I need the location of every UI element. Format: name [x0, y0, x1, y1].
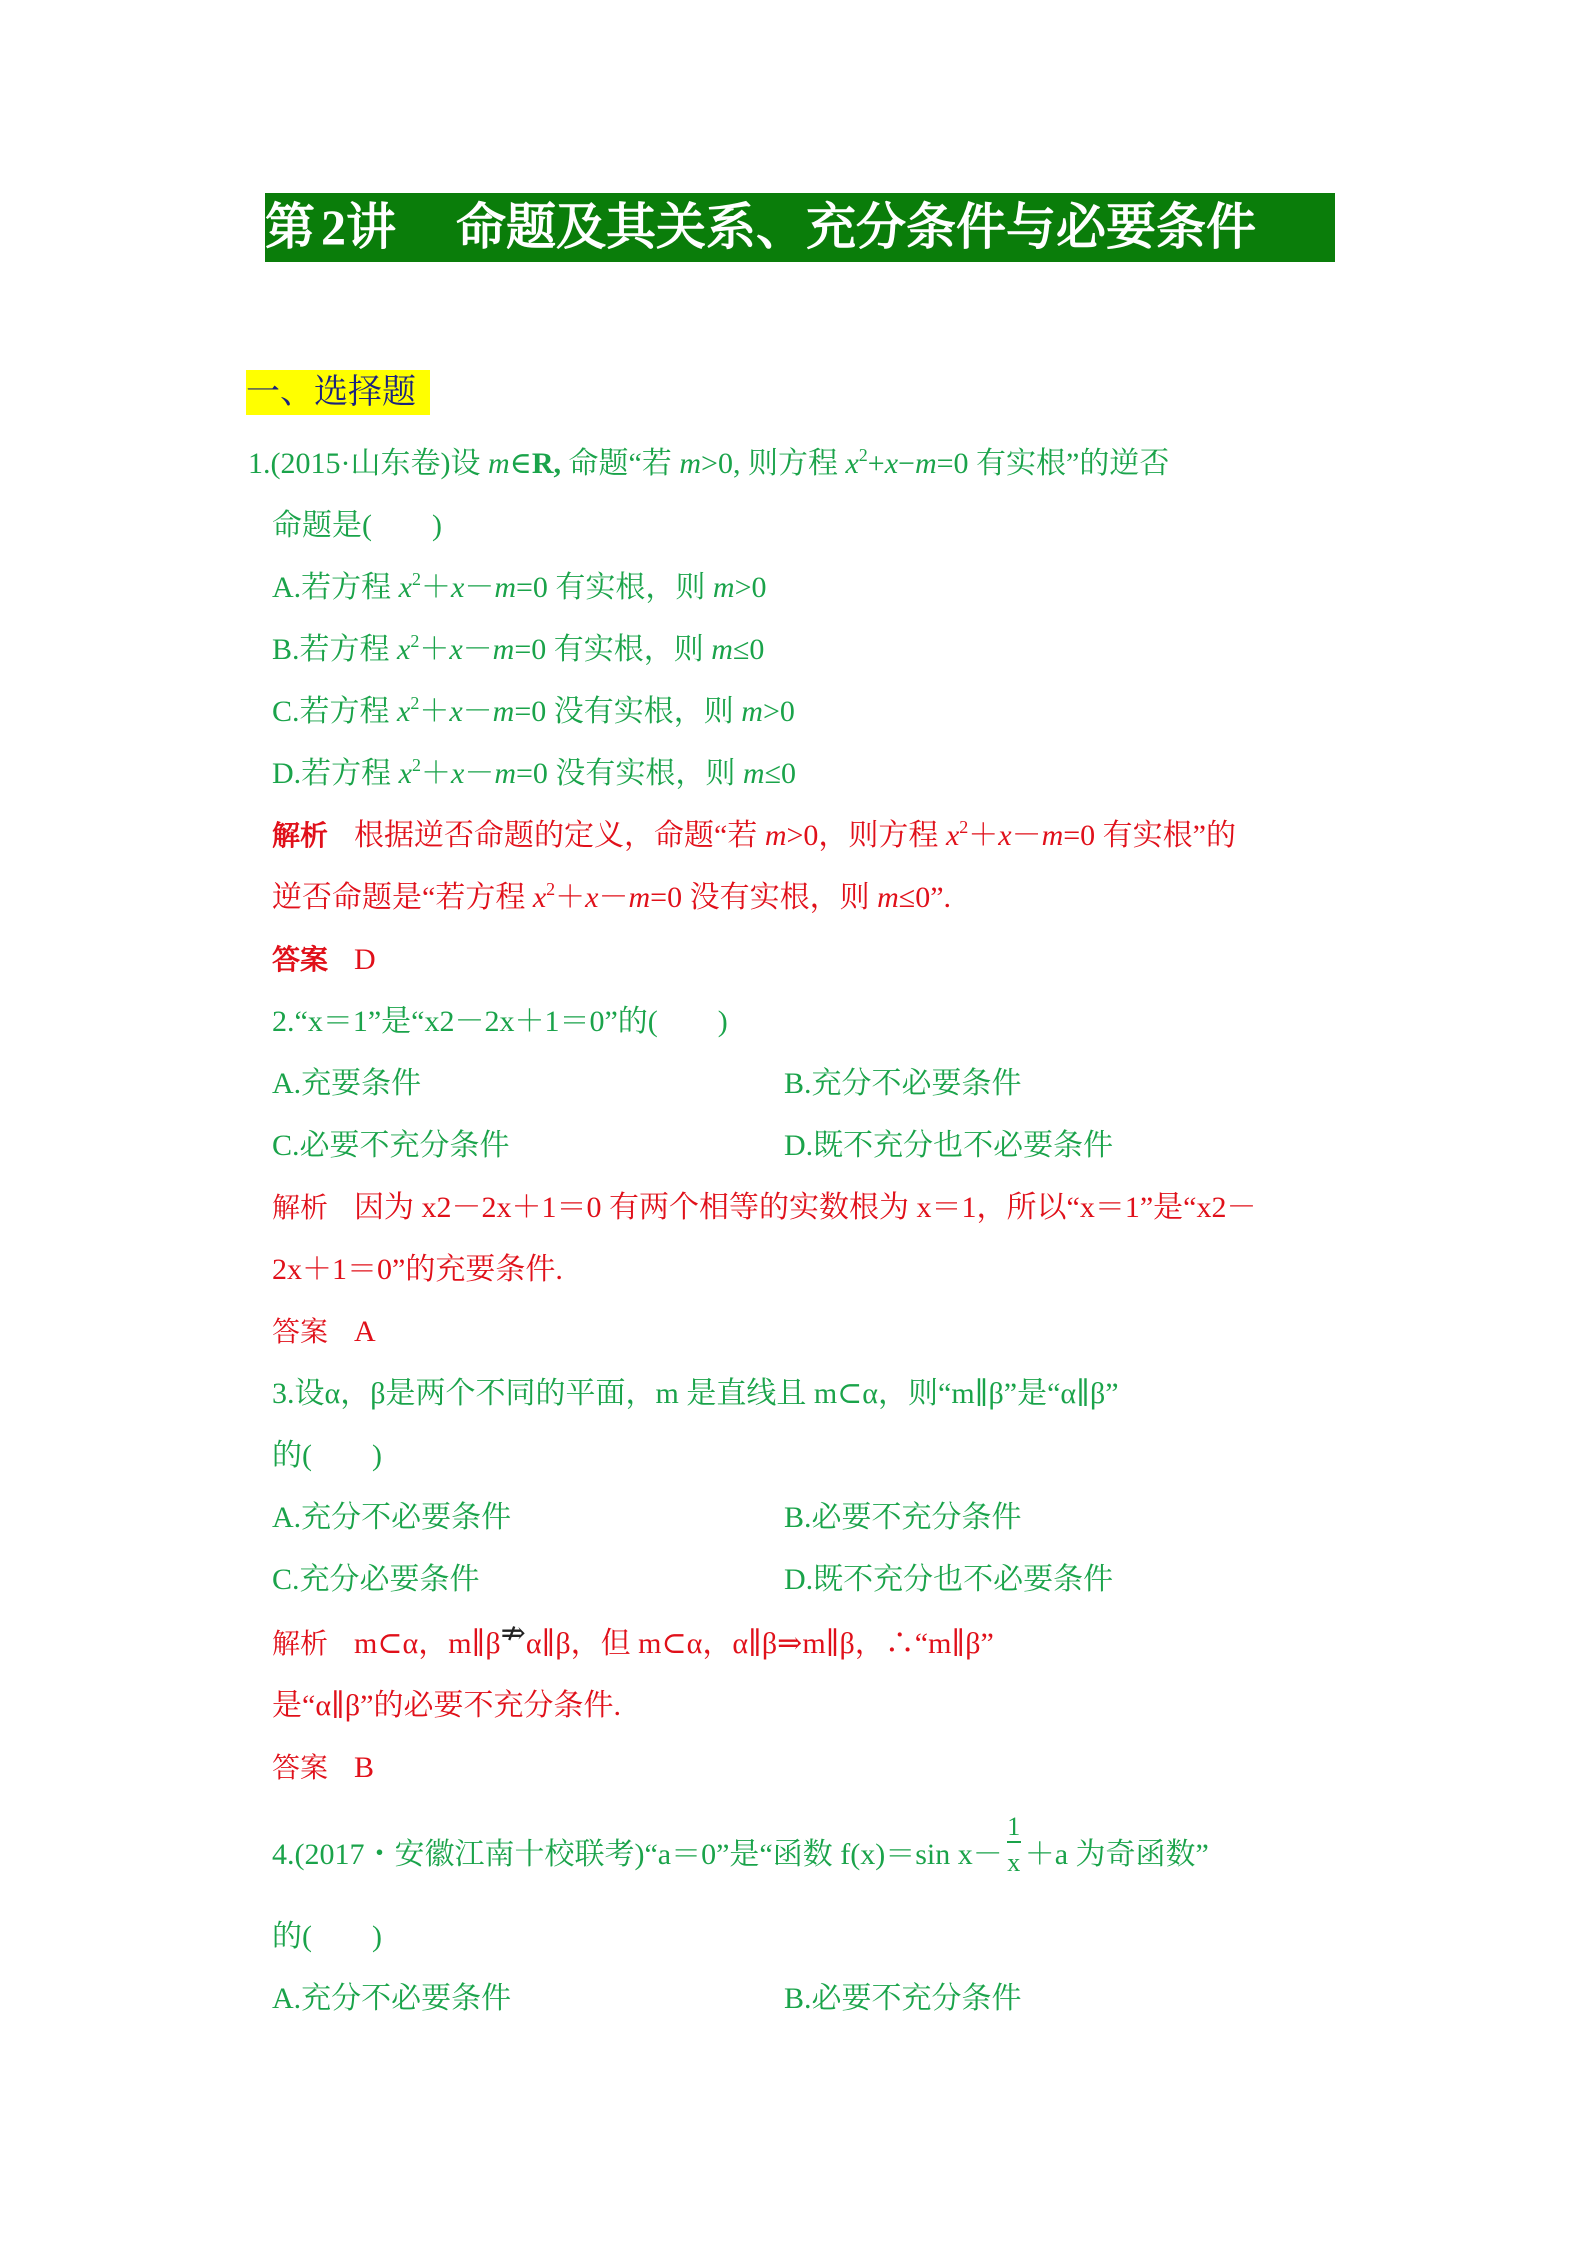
- var-m: m: [492, 633, 515, 666]
- var-x: x: [884, 447, 899, 480]
- var-m: m: [741, 695, 763, 728]
- option-text: 既不充分也不必要条件: [813, 1563, 1114, 1596]
- var-m: m: [742, 757, 765, 790]
- q3-analysis-line2: 是“α∥β”的必要不充分条件.: [272, 1689, 621, 1722]
- q4-option-b: [784, 1979, 1022, 2019]
- text: －: [598, 881, 629, 914]
- q4-options-row1: [272, 1979, 1022, 2019]
- q1-stem-line1: [248, 444, 1169, 484]
- option-text: 必要不充分条件: [811, 1501, 1022, 1534]
- q3-stem-line1: 3.设α，β是两个不同的平面，m 是直线且 m⊂α，则“m∥β”是“α∥β”: [272, 1377, 1119, 1410]
- q3-analysis-line1: [272, 1617, 994, 1664]
- option-letter: B.: [784, 1067, 812, 1100]
- text: =0 有实根，则: [516, 571, 713, 604]
- option-text: 既不充分也不必要条件: [813, 1129, 1114, 1162]
- exponent: 2: [412, 755, 421, 775]
- var-m: m: [628, 881, 651, 914]
- analysis-label: 解析: [272, 1191, 329, 1224]
- not-implies-icon: ⇏: [500, 1617, 526, 1650]
- q3-option-b: [784, 1498, 1022, 1538]
- set-R: R,: [531, 447, 562, 480]
- var-m: m: [679, 447, 702, 480]
- analysis-text: α∥β，但 m⊂α，α∥β⇒m∥β，∴“m∥β”: [525, 1627, 994, 1660]
- text: +: [867, 447, 885, 480]
- q1-analysis-line2: [272, 878, 951, 918]
- answer-value: D: [354, 943, 376, 976]
- text: 4.(2017・安徽江南十校联考)“a＝0”是“函数 f(x)＝sin x－: [272, 1838, 1003, 1871]
- var-x: x: [397, 695, 411, 728]
- option-text: 必要不充分条件: [811, 1982, 1022, 2015]
- q2-stem: 2.“x＝1”是“x2－2x＋1＝0”的( ): [272, 1005, 728, 1038]
- var-x: x: [398, 571, 412, 604]
- q4-stem-line2: 的( ): [272, 1920, 382, 1953]
- option-text: 充分不必要条件: [301, 1982, 512, 2015]
- q3-option-d: [784, 1560, 1113, 1600]
- text: −: [898, 447, 915, 480]
- text: ＋: [421, 757, 451, 790]
- option-text: 充分必要条件: [299, 1563, 480, 1596]
- text: －: [464, 757, 495, 790]
- analysis-text: 因为 x2－2x＋1＝0 有两个相等的实数根为 x＝1，所以“x＝1”是“x2－: [354, 1191, 1257, 1224]
- answer-label: 答案: [272, 1751, 329, 1784]
- q3-answer: [272, 1748, 374, 1788]
- text: 若方程: [299, 695, 398, 728]
- text: >0，则方程: [786, 819, 946, 852]
- fraction-denominator: x: [1007, 1848, 1021, 1877]
- text: ＋: [419, 695, 450, 728]
- var-x: x: [585, 881, 599, 914]
- text: 命题“若: [561, 447, 680, 480]
- q2-options-row2: [272, 1126, 1114, 1166]
- var-m: m: [712, 571, 735, 604]
- var-x: x: [449, 695, 463, 728]
- text: 若方程: [299, 633, 398, 666]
- q3-stem-line2: 的( ): [272, 1439, 382, 1472]
- var-m: m: [877, 881, 899, 914]
- q4-stem-line1: [272, 1812, 1209, 1877]
- option-text: 必要不充分条件: [299, 1129, 510, 1162]
- var-x: x: [449, 633, 463, 666]
- var-x: x: [845, 447, 859, 480]
- text: =0 没有实根，则: [650, 881, 878, 914]
- var-x: x: [945, 819, 960, 852]
- var-m: m: [494, 757, 516, 790]
- analysis-text: m⊂α，m∥β: [354, 1627, 501, 1660]
- text: －: [462, 633, 493, 666]
- text: >0: [762, 695, 795, 728]
- option-letter: D.: [784, 1563, 814, 1596]
- var-m: m: [1041, 819, 1064, 852]
- analysis-label: 解析: [272, 819, 329, 852]
- answer-value: B: [354, 1751, 375, 1784]
- title-number: 2: [321, 199, 346, 255]
- title-suffix: 讲: [346, 199, 396, 255]
- q3-option-c: [272, 1563, 480, 1596]
- section-heading: 一、选择题: [246, 370, 430, 415]
- text: 根据逆否命题的定义，命题“若: [354, 819, 765, 852]
- text: 逆否命题是“若方程: [272, 881, 533, 914]
- text: =0 没有实根，则: [516, 757, 743, 790]
- var-x: x: [451, 757, 465, 790]
- q3-options-row1: [272, 1498, 1022, 1538]
- q1-answer: [272, 940, 376, 980]
- q2-answer: [272, 1312, 376, 1352]
- exponent: 2: [410, 631, 420, 651]
- text: 若方程: [301, 757, 399, 790]
- var-m: m: [711, 633, 733, 666]
- text: ＋: [421, 571, 451, 604]
- text: －: [1011, 819, 1042, 852]
- answer-label: 答案: [272, 1315, 329, 1348]
- q3-option-a: [272, 1501, 511, 1534]
- text: >0: [734, 571, 767, 604]
- var-m: m: [492, 695, 515, 728]
- q2-analysis-line1: [272, 1188, 1256, 1228]
- exponent: 2: [412, 569, 421, 589]
- option-letter: A.: [272, 571, 302, 604]
- q1-option-b: [272, 630, 764, 670]
- text: >0, 则方程: [701, 447, 846, 480]
- q2-option-b: [784, 1064, 1022, 1104]
- answer-label: 答案: [272, 943, 329, 976]
- var-x: x: [451, 571, 465, 604]
- q2-option-a: [272, 1067, 421, 1100]
- q1-stem-line2: 命题是( ): [272, 509, 442, 542]
- option-letter: A.: [272, 1067, 302, 1100]
- option-letter: C.: [272, 1563, 300, 1596]
- option-letter: B.: [784, 1982, 812, 2015]
- option-letter: D.: [784, 1129, 814, 1162]
- var-x: x: [398, 757, 412, 790]
- option-letter: B.: [784, 1501, 812, 1534]
- page-title: [265, 193, 1335, 262]
- text: ≤0: [732, 633, 765, 666]
- fraction: [1003, 1812, 1025, 1877]
- text: ＋: [419, 633, 450, 666]
- var-x: x: [397, 633, 411, 666]
- q1-option-c: [272, 692, 795, 732]
- text: =0 没有实根，则: [514, 695, 742, 728]
- q1-option-a: [272, 568, 767, 608]
- q2-option-c: [272, 1129, 510, 1162]
- q3-options-row2: [272, 1560, 1114, 1600]
- exponent: 2: [410, 693, 420, 713]
- q2-analysis-line2: 2x＋1＝0”的充要条件.: [272, 1253, 563, 1286]
- text: =0 有实根”的逆否: [936, 447, 1170, 480]
- var-m: m: [487, 447, 510, 480]
- q2-option-d: [784, 1126, 1113, 1166]
- option-letter: D.: [272, 757, 302, 790]
- text: =0 有实根”的: [1063, 819, 1236, 852]
- text: ＋: [555, 881, 586, 914]
- option-letter: A.: [272, 1982, 302, 2015]
- text: ≤0: [764, 757, 797, 790]
- q1-option-d: [272, 754, 796, 794]
- fraction-numerator: 1: [1007, 1812, 1021, 1841]
- text: －: [462, 695, 493, 728]
- text: 1.(2015·山东卷)设: [248, 447, 488, 480]
- var-m: m: [764, 819, 787, 852]
- q4-option-a: [272, 1982, 511, 2015]
- text: ≤0”.: [898, 881, 952, 914]
- exponent: 2: [858, 445, 868, 465]
- text: ＋: [968, 819, 999, 852]
- option-text: 充分不必要条件: [811, 1067, 1022, 1100]
- option-text: 充分不必要条件: [301, 1501, 512, 1534]
- text: 若方程: [301, 571, 399, 604]
- q1-analysis-line1: [272, 816, 1236, 856]
- var-m: m: [914, 447, 937, 480]
- var-x: x: [998, 819, 1012, 852]
- option-letter: C.: [272, 695, 300, 728]
- option-letter: B.: [272, 633, 300, 666]
- analysis-label: 解析: [272, 1627, 329, 1660]
- text: =0 有实根，则: [514, 633, 712, 666]
- option-letter: A.: [272, 1501, 302, 1534]
- title-text: 命题及其关系、充分条件与必要条件: [456, 199, 1256, 255]
- var-x: x: [532, 881, 547, 914]
- option-letter: C.: [272, 1129, 300, 1162]
- q2-options-row1: [272, 1064, 1022, 1104]
- var-m: m: [494, 571, 516, 604]
- answer-value: A: [354, 1315, 376, 1348]
- option-text: 充要条件: [301, 1067, 422, 1100]
- text: ∈: [509, 447, 532, 480]
- title-prefix: 第: [265, 199, 315, 255]
- text: －: [464, 571, 495, 604]
- text: ＋a 为奇函数”: [1024, 1838, 1209, 1871]
- exponent: 2: [546, 879, 556, 899]
- exponent: 2: [959, 817, 969, 837]
